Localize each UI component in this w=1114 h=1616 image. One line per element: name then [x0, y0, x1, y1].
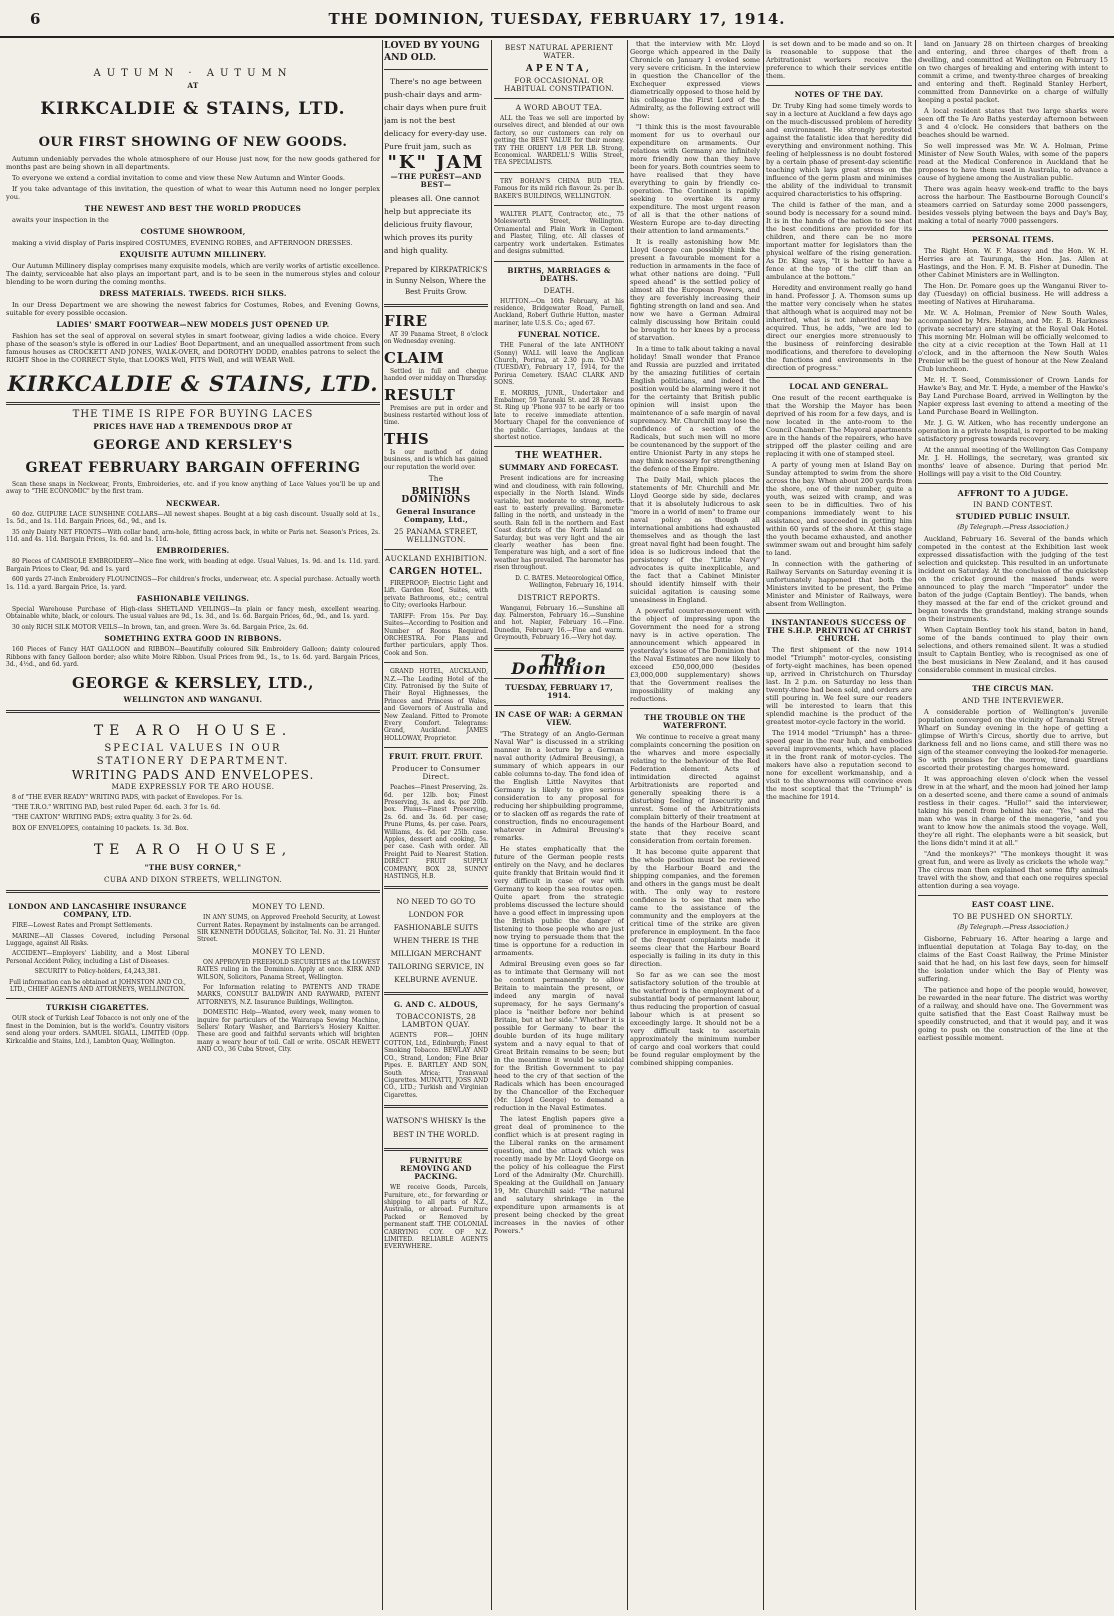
article-paragraph: A powerful counter-movement with the object of impressing upon the Government the need for a strong navy is in active operation. The announcement which appeared in yesterday's issue of The Dominion that the Naval Estimates are now likely to exceed £50,000,000 (besides £3,000,000 supplementary) shows that the Government realises the impossibility of making any reductions.: [630, 607, 760, 703]
ad-item: ON APPROVED FREEHOLD SECURITIES at the LOWEST RATES ruling in the Dominion. Apply at once. KIRK AND WILSON, Solicitors, Panama Street, Wellington.: [197, 958, 380, 981]
weather-text: Present indications are for increasing wind and cloudiness, with rain following, especially in the North Island. Winds variable, but moderate to strong, north-east to easterly prevailing. Barometer falling in the north, and unsteady in the south. Rain fell in the northern and East Coast districts of the North Island on Saturday, but was very light and the air clearly weather has been fine. Temperature was high, and a sort of fine weather has prevailed. The barometer has risen throughout.: [494, 475, 624, 572]
ad-text: Our Autumn Millinery display comprises many exquisite models, which are verily works of artistic excellence. The dainty, serviceable hat also plays an important part, and is to be seen in the numerous styles and colour blending to be worn during the coming months.: [6, 262, 380, 286]
column-rule: [627, 40, 628, 1610]
ad-item: Special Warehouse Purchase of High-class SHETLAND VEILINGS—In plain or fancy mesh, excellent wearing. Obtainable white, black, or colours. The usual values are 9d., 1s. 3d., and 1s. 6d. Bargain Prices, 6d., 9d., and 1s. yard.: [6, 606, 380, 621]
article-paragraph: He states emphatically that the future of the German people rests entirely on the Navy, and he declares quite frankly that Britain would find it very difficult in case of war with Germany to keep the sea routes open. Quite apart from the strategic problems discussed the lecture should have a good effect in impressing upon the British public the danger of listening to those people who are just now trying to persuade them that the time is opportune for a reduction in armaments.: [494, 844, 624, 957]
article-paragraph: The patience and hope of the people would, however, be rewarded in the near future. The district was worthy of a railway, and should have one. The Government was quite satisfied that the East Coast Railway must be speedily constructed, and that it would pay, and it was going to push on the construction of the line at the earliest possible moment.: [918, 986, 1108, 1042]
death-heading: DEATH.: [543, 285, 575, 295]
ad-subheading: EMBROIDERIES.: [156, 546, 230, 556]
article-paragraph: Dr. Truby King had some timely words to say in a lecture at Auckland a few days ago on the much-discussed problem of heredity and environment. He strongly protested against the fatalistic idea that heredity did everything and environment nothing. This feeling of helplessness is no doubt fostered by a certain phase of present-day scientific teaching which lays great stress on the influence of the germ plasm and minimises the ability of the individual to transmit acquired characteristics to his offspring.: [766, 102, 912, 198]
article-paragraph: land on January 28 on thirteen charges of breaking and entering, and three charges of theft from a dwelling, and committed at Wellington on February 15 on two charges of breaking and entering with intent to commit a crime, and twenty-three charges of breaking and entering and theft. Reginald Stanley Herbert, committed from Dannevirke on a charge of wilfully keeping a postal packet.: [918, 40, 1108, 104]
ad-subheading: FASHIONABLE VEILINGS.: [136, 594, 250, 604]
divider: [384, 992, 488, 995]
divider: [494, 261, 624, 262]
ad-subheading: NECKWEAR.: [165, 498, 221, 508]
article-paragraph: Mr. J. G. W. Aitken, who has recently undergone an operation in a private hospital, is reported to be making satisfactory progress towards recovery.: [918, 419, 1108, 443]
ad-text: Settled in full and cheque handed over midday on Thursday.: [384, 367, 488, 383]
laces-heading: THE TIME IS RIPE FOR BUYING LACES: [72, 409, 314, 420]
ad-subheading: EXQUISITE AUTUMN MILLINERY.: [119, 250, 267, 259]
furn-heading: FURNITURE REMOVING AND PACKING.: [400, 1156, 472, 1182]
tearo-heading: TE ARO HOUSE,: [93, 842, 293, 859]
cargen-heading: CARGEN HOTEL.: [389, 567, 483, 578]
article-subheading: IN BAND CONTEST.: [973, 500, 1053, 509]
brit-sub: General Insurance Company, Ltd.,: [396, 507, 476, 525]
ad-subheading: TURKISH CIGARETTES.: [46, 1003, 149, 1013]
ad-item: 160 Pieces of Fancy HAT GALLOON and RIBBON—Beautifully coloured Silk Embroidery Galloon; dainty coloured Ribbons with fancy Galloon border; also white Moire Ribbon. Usual Prices from 9d., 1s., to 1s. 6d. yard. Bargain Prices, 3d., 4½d., and 6d. yard.: [6, 646, 380, 669]
article-heading: INSTANTANEOUS SUCCESS OF THE S.H.P. PRINTING AT CHRIST CHURCH.: [766, 618, 912, 643]
aldous-heading: G. AND C. ALDOUS,: [393, 1000, 479, 1010]
article-paragraph: The Hon. Dr. Pomare goes up the Wanganui River to-day (Tuesday) on official business. He will address a meeting of Natives at Hiruharama.: [918, 282, 1108, 306]
divider: [6, 890, 380, 893]
classified-row: [6, 899, 380, 1057]
divider: [384, 886, 488, 889]
ad-text: There's no age between push-chair days and arm-chair days when pure fruit jam is not the best delicacy for every-day use. Pure fruit jam, such as: [384, 77, 487, 151]
ad-item: FIRE—Lowest Rates and Prompt Settlements.: [12, 922, 153, 930]
notice-text: THE Funeral of the late ANTHONY (Sonny) WALL will leave the Anglican Church, Porirua, at 2.30 p.m. TO-DAY (TUESDAY), February 17, 1914, for the Porirua Cemetery. ISAAC CLARK AND SONS.: [494, 342, 624, 387]
result-word: RESULT: [384, 385, 456, 404]
column-advertisements-right: [384, 40, 488, 1610]
ad-text: Is our method of doing business, and is which has gained our reputation the world over.: [384, 448, 488, 471]
article-paragraph: The child is father of the man, and a sound body is necessary for a sound mind. It is in the hands of the nation to see that the best conditions are provided for its children, and there can be no more important matter for legislators than the physical welfare of the rising generation. As Dr. King says, "It is better to have a fence at the top of the cliff than an ambulance at the bottom.": [766, 201, 912, 281]
ad-subheading: MONEY TO LEND.: [251, 946, 326, 956]
column-rule: [763, 40, 764, 1610]
ad-text: WE receive Goods, Parcels, Furniture, etc., for forwarding or shipping to all parts of N.Z., Australia, or abroad. Furniture Packed or Removed by permanent staff. THE COLONIAL CARRYING COY. OF N.Z. LIMITED. RELIABLE AGENTS EVERYWHERE.: [384, 1184, 488, 1251]
ad-text: pleases all. One cannot help but appreciate its delicious fruity flavour, which proves its purity and high quality.: [384, 194, 480, 255]
divider: [384, 1105, 488, 1108]
tearo-address: CUBA AND DIXON STREETS, WELLINGTON.: [104, 875, 282, 885]
divider: [6, 998, 189, 999]
column-rule: [915, 40, 916, 1610]
gk-ltd: GEORGE & KERSLEY, LTD.,: [72, 673, 314, 692]
article-heading: NOTES OF THE DAY.: [794, 90, 884, 99]
editorial-masthead: The Dominion: [511, 650, 607, 678]
ad-loved: LOVED BY YOUNG AND OLD.: [384, 40, 480, 63]
ad-item: IN ANY SUMS, on Approved Freehold Security, at Lowest Current Rates. Repayment by instalments can be arranged. SIR KENNETH DOUGLAS, Solicitor, Tel. No. 31. 21 Hunter Street.: [197, 914, 380, 944]
article-heading: THE CIRCUS MAN.: [972, 684, 1054, 693]
page-number: 6: [30, 10, 41, 28]
masthead: [0, 0, 1114, 38]
article-paragraph: The first shipment of the new 1914 model "Triumph" motor-cycles, consisting of forty-eight machines, has been opened up, arrived in Christchurch on Thursday last. In 2 p.m. on Saturday no less than twenty-three had been sold, and orders are still pouring in. We feel sure our readers will be interested to learn that this splendid machine is the product of the greatest motor-cycle factory in the world.: [766, 646, 912, 726]
article-paragraph: When Captain Bentley took his stand, baton in hand, some of the bands continued to play their own selections, and others remained silent. It was a studied insult to Captain Bentley, who is recognised as one of the best musicians in New Zealand, and it has caused considerable comment in musical circles.: [918, 626, 1108, 674]
tearo-made: MADE EXPRESSLY FOR TE ARO HOUSE.: [111, 781, 275, 791]
ad-item: 35 only Dainty NET FRONTS—With collar band, arm-hole, fitting across back, in white or Paris net. Season's Prices, 2s. 11d. and 4s. 11d. Bargain Prices, 1s. 6d. and 1s. 11d.: [6, 528, 380, 544]
divider: [494, 705, 624, 706]
ad-subheading: COSTUME SHOWROOM,: [140, 227, 246, 236]
divider: [630, 708, 760, 709]
weather-heading: THE WEATHER.: [515, 451, 603, 462]
divider: [384, 1148, 488, 1151]
ad-text: GRAND HOTEL, AUCKLAND, N.Z.—The Leading Hotel of the City. Patronised by the Suite of Their Royal Highnesses, the Princes and Princess of Wales, and Governors of Australia and New Zealand. Fitted to Promote Every Comfort. Telegrams: Grand, Auckland. JAMES HOLLOWAY, Proprietor.: [384, 668, 488, 742]
ad-text: TRY BOHAN'S CHINA BUD TEA. Famous for its mild rich flavour. 2s. per lb. BAKER'S BUILDINGS, WELLINGTON.: [494, 177, 624, 200]
insurance-ad: [6, 899, 189, 1057]
ad-autumn-at: AT: [187, 81, 199, 90]
ad-item: MARINE—All Classes Covered, including Personal Luggage, against All Risks.: [6, 932, 189, 947]
aldous-sub: TOBACCONISTS, 28 LAMBTON QUAY.: [395, 1012, 477, 1030]
article-paragraph: In a time to talk about taking a naval holiday! Small wonder that France and Russia are puzzled and irritated by the amazing futilities of certain English politicians, and indeed the position would be alarming were it not for the certainty that British public opinion will insist upon the maintenance of a safe margin of naval supremacy. Mr. Churchill may lose the confidence of a section of the Radicals, but such men will no more be countenanced by the support of the entire Unionist Party in any steps he may think necessary for strengthening the defence of the Empire.: [630, 345, 760, 473]
divider: [494, 205, 624, 206]
article-heading: LOCAL AND GENERAL.: [789, 382, 889, 391]
editorial-date: TUESDAY, FEBRUARY 17, 1914.: [505, 682, 613, 700]
column-rule: [382, 40, 383, 1610]
k-jam-slogan: —THE PUREST—AND BEST—: [390, 172, 482, 189]
ad-item: BOX OF ENVELOPES, containing 10 packets. 1s. 3d. Box.: [12, 824, 189, 832]
gk-towns: WELLINGTON AND WANGANUI.: [123, 694, 263, 704]
article-paragraph: We continue to receive a great many complaints concerning the position on the wharves and more especially relating to the behaviour of the Red Federation element. Acts of intimidation directed against Arbitrationists are reported and generally speaking there is a disturbing feeling of insecurity and unrest. Some of the Arbitrationists complain bitterly of their treatment at the hands of the Harbour Board, and state that they receive scant consideration from certain foremen.: [630, 733, 760, 845]
bmd-heading: BIRTHS, MARRIAGES & DEATHS.: [507, 265, 611, 283]
divider: [918, 895, 1108, 896]
ad-item: 80 Pieces of CAMISOLE EMBROIDERY—Nice fine work, with beading at edge. Usual Values, 1s. 9d. and 1s. 11d. yard. Bargain Prices to Clear, 9d. and 1s. yard: [6, 558, 380, 573]
ad-store-name: KIRKCALDIE & STAINS, LTD.: [40, 99, 346, 119]
ad-text: Autumn undeniably pervades the whole atmosphere of our House just now, for the new goods gathered for months past are being shown in all departments.: [6, 155, 380, 171]
article-subheading: AND THE INTERVIEWER.: [961, 696, 1065, 705]
article-paragraph: So far as we can see the most satisfactory solution of the trouble at the waterfront is the employment of a substantial body of permanent labour, thus reducing the proportion of casual labour which is at present so exceedingly large. It should not be a very difficult task to ascertain approximately the minimum number of cargo and coal workers that could be found regular employment by the combined shipping companies.: [630, 971, 760, 1067]
apenta-sub: FOR OCCASIONAL OR HABITUAL CONSTIPATION.: [504, 76, 614, 93]
ad-subheading: DRESS MATERIALS. TWEEDS. RICH SILKS.: [99, 289, 287, 298]
ad-text: WATSON'S WHISKY Is the BEST IN THE WORLD.: [386, 1116, 486, 1140]
ad-text: Premises are put in order and business restarted without loss of time.: [384, 404, 488, 427]
article-heading: PERSONAL ITEMS.: [971, 235, 1055, 244]
ad-item: DOMESTIC Help—Wanted, every week, many women to inquire for particulars of the Wairarapa Sewing Machine, Sellers' Rotary Washer, and Barriers's Hosiery Knitter. These are good and faithful servants which will brighten many a weary hour of toil. Call or write. OSCAR HEWETT AND CO., 36 Cuba Street, City.: [197, 1009, 380, 1054]
district-heading: DISTRICT REPORTS.: [517, 592, 601, 602]
ad-text: making a vivid display of Paris inspired COSTUMES, EVENING ROBES, and AFTERNOON DRESSES.: [12, 239, 353, 247]
divider: [766, 85, 912, 86]
divider: [766, 613, 912, 614]
money-ads: [197, 899, 380, 1057]
divider: [494, 172, 624, 173]
divider: [766, 377, 912, 378]
article-heading: AFFRONT TO A JUDGE.: [957, 488, 1069, 498]
ad-item: 60 doz. GUIPURE LACE SUNSHINE COLLARS—All newest shapes. Bought at a big cash discount. Usually sold at 1s., 1s. 5d., and 1s. 11d. Bargain Prices, 6d., 9d., and 1s.: [6, 510, 380, 526]
divider: [384, 549, 488, 550]
article-paragraph: The 1914 model "Triumph" has a three-speed gear in the rear hub, and embodies several improvements, which have placed it in the front rank of motor-cycles. The makers have also a reputation second to none for excellent workmanship, and a visit to the showrooms will convince even the most sceptical that the "Triumph" is the machine for 1914.: [766, 729, 912, 801]
article-paragraph: Auckland, February 16. Several of the bands which competed in the contest at the Exhibition last week expressed dissatisfaction with the judging of the test selection and quickstep. This resulted in an unfortunate incident on Saturday. At the conclusion of the quickstep on the cricket ground the massed bands were announced to play the march "Imperator" under the baton of the judge (Captain Bentley). The bands, when they massed at the far end of the cricket ground and began towards the grandstand, making strange sounds on their instruments.: [918, 535, 1108, 623]
fruit-sub: Producer to Consumer Direct.: [391, 764, 481, 782]
ad-item: ACCIDENT—Employers' Liability, and a Most Liberal Personal Accident Policy, including a List of Diseases.: [6, 950, 189, 965]
ad-text: TARIFF: From 15s. Per Day. Suites—According to Position and Number of Rooms Required. ORCHESTRA. For Plans and further particulars, apply Thos. Cook and Son.: [384, 612, 488, 657]
byline: (By Telegraph.—Press Association.): [957, 524, 1069, 531]
article-paragraph: A party of young men at Island Bay on Sunday attempted to swim from the shore across the bay. When about 200 yards from the shore, one of their number, quite a youth, was seized with cramp, and was seen to be in difficulties. Two of his companions immediately went to his assistance, and succeeded in getting him within 60 yards of the shore. At this stage the youth became exhausted, and another swimmer swam out and brought him safely to land.: [766, 461, 912, 557]
tearo-special: SPECIAL VALUES IN OUR: [104, 742, 282, 754]
article-paragraph: that the interview with Mr. Lloyd George which appeared in the Daily Chronicle on January 1 evoked some very severe criticism. In the interview in question the Chancellor of the Exchequer expressed views diametrically opposed to those held by his colleague the First Lord of the Admiralty, as the following extract will show:: [630, 40, 760, 120]
article-paragraph: "And the monkeys?" "The monkeys thought it was great fun, and were as lively as crickets the whole way." The circus man then explained that some fifty animals travel with the show, and that each one requires special attention during a sea voyage.: [918, 850, 1108, 890]
aperient-heading: BEST NATURAL APERIENT WATER.: [504, 43, 614, 60]
divider: [918, 679, 1108, 680]
weather-sub: SUMMARY AND FORECAST.: [499, 463, 619, 473]
funeral-heading: FUNERAL NOTICE.: [517, 330, 601, 340]
column-advertisements-left: [6, 40, 380, 1610]
column-news: [766, 40, 912, 1610]
article-paragraph: A local resident states that two large sharks were seen off the Te Aro Baths yesterday afternoon between 3 and 4 o'clock. He considers that bathers on the beaches should be warned.: [918, 107, 1108, 139]
article-paragraph: The latest English papers give a great deal of prominence to the conflict which is at present raging in the Liberal ranks on the armament question, and the attack which was recently made by Mr. Lloyd George on the policy of his colleague the First Lord of the Admiralty (Mr. Churchill). Speaking at the Guildhall on January 19, Mr. Churchill said: "The natural and salutary shrinkage in the expenditure upon armaments is at present being checked by the great increases in the navies of other Powers.": [494, 1114, 624, 1235]
ad-text: Prepared by KIRKPATRICK'S in Sunny Nelson, Where the Best Fruits Grow.: [384, 266, 488, 296]
divider: [384, 747, 488, 748]
article-subheading: TO BE PUSHED ON SHORTLY.: [952, 912, 1074, 921]
ad-item: Full information can be obtained at JOHNSTON AND CO., LTD., CHIEF AGENTS AND ATTORNEYS, WELLINGTON.: [9, 978, 186, 993]
ad-text: Fashion has set the seal of approval on several styles in smart footwear, giving ladies a wide choice. Every phase of the season's style is offered in our Ladies' Boot Department, and an unequalled assortment from such famous houses as CROCKETT AND JONES, WALK-OVER, and DOROTHY DODD, enables patrons to select the RIGHT Shoe in the CORRECT Style, that LOOKS Well, FITS Well, and will WEAR Well.: [6, 332, 380, 364]
article-heading: THE TROUBLE ON THE WATERFRONT.: [644, 713, 746, 730]
article-paragraph: It has become quite apparent that the whole position must be reviewed by the Harbour Board and the shipping companies, and the foremen and others in the gangs must be dealt with. The only way to restore confidence is to see that men who came to the assistance of the community and the employers at the critical time of the strike are given preference in employment. In the face of the frequent complaints made it seems clear that the Harbour Board especially is failing in its duty in this direction.: [630, 848, 760, 968]
column-news-right: [918, 40, 1108, 1610]
ad-subheading: MONEY TO LEND.: [251, 902, 326, 912]
ad-item: OUR stock of Turkish Leaf Tobacco is not only one of the finest in the Dominion, but is the world's. Country visitors send along your orders. SAMUEL SIGALL, LIMITED (Opp. Kirkcaldie and Stains, Ltd.), Lambton Quay, Wellington.: [6, 1015, 189, 1045]
newspaper-title: THE DOMINION, TUESDAY, FEBRUARY 17, 1914.: [328, 10, 786, 28]
ad-subheading: SOMETHING EXTRA GOOD IN RIBBONS.: [104, 634, 282, 644]
brit-addr: 25 PANAMA STREET, WELLINGTON.: [394, 527, 478, 545]
tearo-busy: "THE BUSY CORNER,": [144, 863, 242, 873]
article-paragraph: is set down and to be made and so on. It is reasonable to suppose that the Arbitrationist workers receive the preference to which their services entitle them.: [766, 40, 912, 80]
article-paragraph: Admiral Breusing even goes so far as to intimate that Germany will not be content permanently to allow Britain to maintain the present, or indeed any margin of naval supremacy, for he says Germany's place is "neither before nor behind Britain, but at her side." Whether it is possible for Germany to bear the double burden of its huge military system and a navy equal to that of Great Britain remains to be seen; but in the meantime it would be suicidal for the British Government to pay heed to the cry of that section of the Radicals which has been encouraged by the Chancellor of the Exchequer (Mr. Lloyd George) to demand a reduction in the Naval Estimates.: [494, 959, 624, 1112]
ad-text: NO NEED TO GO TO LONDON FOR FASHIONABLE SUITS WHEN THERE IS THE MILLIGAN MERCHANT TAILORING SERVICE, IN KELBURNE AVENUE.: [387, 897, 485, 985]
k-jam-brand: "K" JAM: [387, 152, 485, 173]
ad-signature: KIRKCALDIE & STAINS, LTD.: [7, 371, 379, 396]
article-paragraph: It was approaching eleven o'clock when the vessel drew in at the wharf, and the moon had joined her lamp on a deserted scene, and there came a sound of animals restless in their cages. "Hullo!" said the interviewer, taking his pencil from behind his ear. "Yes," said the man who was in charge of the menagerie, "and you want to know how the animals stood the voyage. Well, they're all right. The elephants were a bit seasick, but the lions didn't mind it at all.": [918, 775, 1108, 847]
ad-text: ALL the Teas we sell are imported by ourselves direct, and blended at our own factory, so our customers can rely on getting the BEST VALUE for their money. TRY THE ORIENT 1/8 PER LB. Strong, Economical. WARDELL'S Willis Street, TEA SPECIALISTS.: [494, 115, 624, 167]
ad-item: SECURITY to Policy-holders, £4,243,381.: [34, 968, 161, 976]
ad-text: Scan these snaps in Neckwear, Fronts, Embroideries, etc. and if you know anything of Lace Values you'll be up and away to "THE ECONOMIC" by the first tram.: [6, 481, 380, 496]
ad-headline: OUR FIRST SHOWING OF NEW GOODS.: [38, 135, 348, 150]
ad-subheading: LADIES' SMART FOOTWEAR—NEW MODELS JUST OPENED UP.: [56, 320, 330, 329]
ad-text: AT 39 Panama Street, 8 o'clock on Wednesday evening.: [384, 331, 488, 346]
article-paragraph: A considerable portion of Wellington's juvenile population converged on the vicinity of Taranaki Street Wharf on Sunday evening in the hope of getting a glimpse of Wirth's Circus, shortly due to arrive, but darkness fell and no lions came, and still there was no sign of the steamer conveying the looked-for menagerie. So with promises for the morrow, tired guardians escorted their protesting charges homeward.: [918, 708, 1108, 772]
weather-sig: D. C. BATES. Meteorological Office, Wellington, February 16, 1914.: [515, 574, 624, 590]
column-editorial: [494, 40, 624, 1610]
ad-item: 8 of "THE EVER READY" WRITING PADS, with packet of Envelopes. For 1s.: [12, 793, 243, 801]
divider: [918, 483, 1108, 484]
this-word: THIS: [384, 429, 430, 448]
article-paragraph: The Daily Mail, which places the statements of Mr. Churchill and Mr. Lloyd George side by side, declares that it is absolutely ludicrous to ask "more in a world of men" to frame our naval policy as though all international ambitions had exhausted themselves and as though the last great naval fight had been fought. The idea is so ludicrous indeed that the persistency of the "Little Navy" advocates is quite inexplicable, and the fact that a Cabinet Minister should identify himself with their suicidal agitation is causing some uneasiness in England.: [630, 476, 760, 604]
divider: [918, 230, 1108, 231]
byline: (By Telegraph.—Press Association.): [957, 924, 1069, 931]
ad-subheading: LONDON AND LANCASHIRE INSURANCE COMPANY, LTD.: [8, 902, 187, 920]
article-paragraph: Heredity and environment really go hand in hand. Professor J. A. Thomson sums up the matter very concisely when he states that although what is acquired may not be inherited, what is not inherited may be acquired. Thus, he adds, "we are led to direct our energies more strenuously to the business of reinforcing desirable modifications, and therefore to developing the functions and environments in the direction of progress.": [766, 284, 912, 372]
ad-text: WALTER PLATT, Contractor, etc., 75 Molesworth Street, Wellington. Ornamental and Plain Work in Cement and Plaster, Tiling, etc. All classes of carpentry work undertaken. Estimates and designs submitted.: [494, 211, 624, 256]
gk-sale: GREAT FEBRUARY BARGAIN OFFERING: [25, 460, 361, 476]
divider: [494, 446, 624, 447]
divider: [384, 304, 488, 307]
article-paragraph: In connection with the gathering of Railway Servants on Saturday evening it is unfortunately happened that both the Ministers invited to be present, the Prime Minister and Minister of Railways, were absent from Wellington.: [766, 560, 912, 608]
article-paragraph: There was again heavy week-end traffic to the bays across the harbour. The Eastbourne Borough Council's steamers carried on Saturday some 2000 passengers, besides vessels plying between the bays and Day's Bay, making a total of nearly 7000 passengers.: [918, 185, 1108, 225]
tearo-heading: TE ARO HOUSE.: [93, 722, 293, 739]
notice-text: HUTTON.—On 16th February, at his residence, Bridgewater Road, Parnell, Auckland, Robert Guthrie Hutton, master mariner, late U.S.S. Co.; aged 67.: [494, 297, 624, 327]
ad-text: Peaches—Finest Preserving, 2s. 6d. per 12lb. box; Finest Preserving, 3s. and 4s. per 20lb. box. Plums—Finest Preserving, 2s. 6d. and 3s. 6d. per case; Prune Plums, 4s. per case. Pears, Williams, 4s. 6d. per 25lb. case. Apples, dessert and cooking, 5s. per case. Cash with order. All Freight Paid to Nearest Station. DIRECT FRUIT SUPPLY COMPANY, BOX 28, SUNNY HASTINGS, H.B.: [384, 784, 488, 881]
ad-subheading: THE NEWEST AND BEST THE WORLD PRODUCES: [84, 204, 302, 213]
ad-item: "THE CAXTON" WRITING PADS; extra quality. 3 for 2s. 6d.: [12, 814, 193, 822]
article-paragraph: Gisborne, February 16. After hearing a large and influential deputation at Tolaga Bay to-day, on the claims of the East Coast Railway, the Prime Minister said that he had, on his last few days, seen for himself the isolation under which the Bay of Plenty was suffering.: [918, 935, 1108, 983]
article-heading: IN CASE OF WAR: A GERMAN VIEW.: [494, 709, 624, 727]
ad-text: If you take advantage of this invitation, the question of what to wear this Autumn need no longer perplex you.: [6, 185, 380, 201]
article-paragraph: "The Strategy of an Anglo-German Naval War" is discussed in a striking manner in a lecture by a German naval authority (Admiral Breusing), a summary of which appears in our cable columns to-day. The fond idea of the English Little Navyites that Germany is likely to give serious consideration to any proposal for reducing her shipbuilding programme, or to slacken off as regards the rate of construction, finds no encouragement whatever in Admiral Breusing's remarks.: [494, 729, 624, 842]
ad-item: "THE T.R.O." WRITING PAD, best ruled Paper. 6d. each. 3 for 1s. 6d.: [12, 803, 221, 811]
ad-item: 600 yards 27-inch Embroidery FLOUNCINGS—For children's frocks, underwear, etc. A special purchase. Actually worth 1s. 11d. a yard. Bargain Price, 1s. yard.: [6, 576, 380, 591]
ad-text: AGENTS FOR— JOHN COTTON, Ltd., Edinburgh; Finest Smoking Tobacco. BEWLAY AND CO., Strand, London; Fine Briar Pipes. E. BARTLEY AND SON, South Africa; Transvaal Cigarettes. MUNATTI, JOSS AND CO., LTD.; Turkish and Virginian Cigarettes.: [384, 1032, 488, 1099]
divider: [6, 402, 380, 405]
tearo-writing: WRITING PADS AND ENVELOPES.: [71, 767, 315, 782]
article-paragraph: So well impressed was Mr. W. A. Holman, Prime Minister of New South Wales, with some of the papers read at the Medical Conference in Auckland that he proposes to have them used in Australia, to advance a cause of hygiene among the Australian public.: [918, 142, 1108, 182]
brit-name: BRITISH DOMINIONS: [401, 487, 471, 506]
article-paragraph: At the annual meeting of the Wellington Gas Company Mr. J. H. Hollings, the secretary, was granted six months' leave of absence. During that period Mr. Hollings will pay a visit to the Old Country.: [918, 446, 1108, 478]
divider: [494, 98, 624, 99]
column-editorial-continued: [630, 40, 760, 1610]
ad-autumn-heading: AUTUMN · AUTUMN: [93, 68, 293, 79]
article-paragraph: One result of the recent earthquake is that the Worship the Mayor has been deprived of his room for a few days, and is now located in the ante-room to the Council Chamber. The Mayoral apartments are in the hands of the repairers, who have stripped off the plaster ceiling and are replacing it with one of stamped steel.: [766, 394, 912, 458]
tea-heading: A WORD ABOUT TEA.: [515, 103, 603, 112]
apenta-brand: APENTA,: [525, 64, 593, 74]
article-paragraph: "I think this is the most favourable moment for us to overhaul our expenditure on armaments. Our relations with Germany are infinitely more friendly now than they have been for years. Both countries seem to have realised that they have everything to gain by friendly co-operation. The Continent is rapidly seeking to overtake its army expenditure. The most urgent reason of all is that the other nations of Western Europe are to-day directing their attention to land armaments.": [630, 123, 760, 235]
article-paragraph: The Right Hon. W. F. Massey and the Hon. W. H. Herries are at Taurunga, the Hon. Jas. Allen at Hastings, and the Hon. F. M. B. Fisher at Dunedin. The other Cabinet Ministers are in Wellington.: [918, 247, 1108, 279]
ad-text: awaits your inspection in the: [12, 216, 109, 224]
article-paragraph: Mr. W. A. Holman, Premier of New South Wales, accompanied by Mrs. Holman, and Mr. E. B. Harkness (private secretary) are staying at the Royal Oak Hotel. This morning Mr. Holman will be officially welcomed to the city at a civic reception at the Town Hall at 11 o'clock, and in the afternoon the New South Wales Premier will be the guest of honour at the New Zealand Club luncheon.: [918, 309, 1108, 373]
ad-text: In our Dress Department we are showing the newest fabrics for Costumes, Robes, and Evening Gowns, suitable for every possible occasion.: [6, 301, 380, 317]
divider: [494, 678, 624, 679]
fruit-heading: FRUIT. FRUIT. FRUIT.: [389, 752, 483, 762]
ad-text: To everyone we extend a cordial invitation to come and view these New Autumn and Winter Goods.: [12, 174, 346, 182]
article-paragraph: Mr. H. T. Seed, Commissioner of Crown Lands for Hawke's Bay, and Mr. T. Hyde, a member of the Hawke's Bay Land Purchase Board, arrived in Wellington by the Napier express last evening to attend a meeting of the Land Purchase Board in Wellington.: [918, 376, 1108, 416]
divider: [384, 69, 488, 70]
brit-the: The: [428, 474, 444, 484]
ad-item: 30 only RICH SILK MOTOR VEILS—In brown, tan, and green. Were 3s. 6d. Bargain Price, 2s. 6d.: [12, 623, 309, 631]
tearo-stationery: STATIONERY DEPARTMENT.: [96, 755, 290, 767]
laces-subheading: PRICES HAVE HAD A TREMENDOUS DROP AT: [93, 422, 293, 431]
ad-item: For Information relating to PATENTS AND TRADE MARKS, CONSULT BALDWIN AND RAYWARD, PATENT ATTORNEYS, N.Z. Insurance Buildings, Wellington.: [197, 983, 380, 1006]
gk-name: GEORGE AND KERSLEY'S: [93, 438, 293, 453]
divider: [6, 710, 380, 713]
column-rule: [491, 40, 492, 1610]
article-paragraph: It is really astonishing how Mr. Lloyd George can possibly think the present a favourable moment for a reduction in armaments in the face of what other nations are doing. "Full speed ahead" is the settled policy of almost all the European Powers, and they are feverishly increasing their fighting strength on land and sea. And now we have a German Admiral calmly discussing how Britain could be brought to her knees by a process of starvation.: [630, 238, 760, 342]
fire-word: FIRE: [384, 312, 428, 330]
divider: [384, 662, 488, 663]
expo-heading: AUCKLAND EXHIBITION.: [385, 554, 487, 564]
claim-word: CLAIM: [384, 348, 445, 367]
article-heading: EAST COAST LINE.: [971, 900, 1055, 909]
district-text: Wanganui, February 16.—Sunshine all day. Palmerston, February 16.—Sunshine and hot. Napier, February 16.—Fine. Dunedin, February 16.—Fine and warm. Greymouth, February 16.—Very hot day.: [494, 604, 624, 642]
notice-text: E. MORRIS, JUNR., Undertaker and Embalmer, 59 Taranaki St. and 28 Revans St. Ring up 'Phone 937 to be early or too late to receive immediate attention. Mortuary Chapel for the convenience of the public. Carriages, landaus at the shortest notice.: [494, 389, 624, 441]
ad-text: FIREPROOF; Electric Light and Lift. Garden Roof, Suites, with private Bathrooms, etc.; central to City; overlooks Harbour.: [384, 580, 488, 610]
article-subheading: STUDIED PUBLIC INSULT.: [955, 512, 1071, 521]
